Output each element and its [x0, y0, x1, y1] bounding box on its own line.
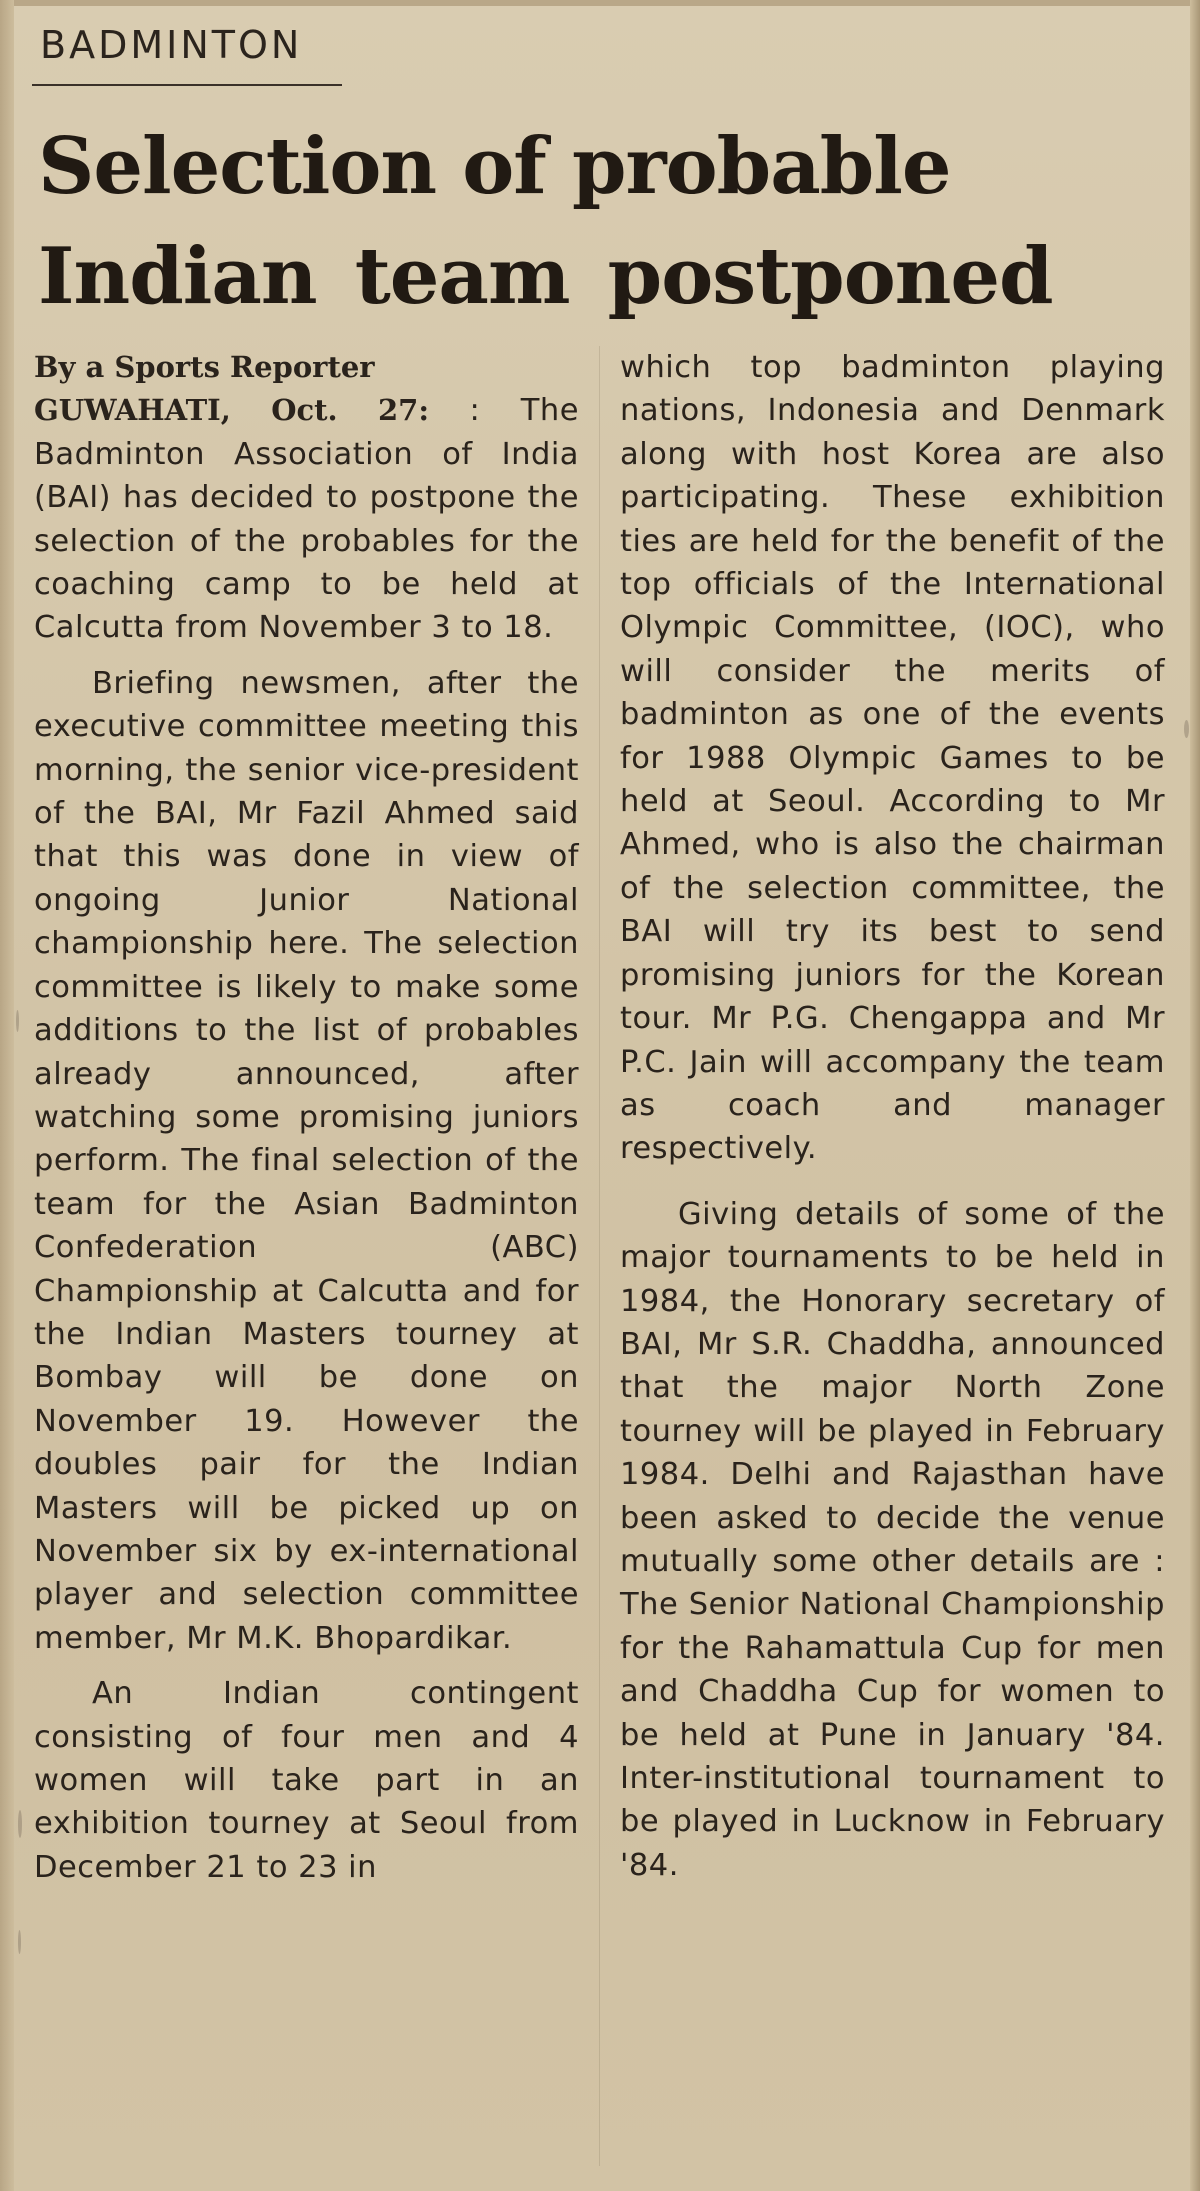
- paper-mark: [18, 1810, 22, 1838]
- paragraph: An Indian contingent consisting of four men and 4 women will take part in an exhibition tourney at Seoul from December 21 to 23 in: [34, 1676, 579, 1885]
- paper-mark: [16, 1010, 19, 1032]
- section-rule: [32, 84, 342, 86]
- article-column-left: [34, 346, 579, 1889]
- paragraph: which top badminton playing nations, Indonesia and Denmark along with host Korea are also participating. These exhibition ties are held for the benefit of the top officials of the International Olympic Committee, (IOC), who will consider the merits of badminton as one of the events for 1988 Olympic Games to be held at Seoul. According to Mr Ahmed, who is also the chairman of the selection committee, the BAI will try its best to send promising juniors for the Korean tour. Mr P.G. Chengappa and Mr P.C. Jain will accompany the team as coach and manager respectively.: [620, 350, 1165, 1167]
- section-label: BADMINTON: [40, 23, 303, 67]
- paragraph: Giving details of some of the major tournaments to be held in 1984, the Honorary secretary of BAI, Mr S.R. Chaddha, announced that the major North Zone tourney will be played in February 1984. Delhi and Rajasthan have been asked to decide the venue mutually some other details are : The Senior National Championship for the Rahamattula Cup for men and Chaddha Cup for women to be held at Pune in January '84. Inter-institutional tournament to be played in Lucknow in February '84.: [620, 1196, 1165, 1883]
- column-divider: [599, 346, 600, 2166]
- top-edge: [0, 0, 1200, 6]
- headline-line-2: Indian team postponed: [38, 231, 1053, 322]
- left-edge: [0, 0, 14, 2191]
- paragraph: Briefing newsmen, after the executive committee meeting this morning, the senior vice-president of the BAI, Mr Fazil Ahmed said that this was done in view of ongoing Junior National championship here. The selection committee is likely to make some additions to the list of probables already announced, after watching some promising juniors perform. The final selection of the team for the Asian Badminton Confederation (ABC) Championship at Calcutta and for the Indian Masters tourney at Bombay will be done on November 19. However the doubles pair for the Indian Masters will be picked up on November six by ex-international player and selection committee member, Mr M.K. Bhopardikar.: [34, 665, 579, 1656]
- paper-mark: [1184, 720, 1189, 738]
- right-edge: [1190, 0, 1200, 2191]
- paragraph: [34, 389, 579, 649]
- paper-mark: [18, 1930, 21, 1954]
- article-column-right: [620, 346, 1165, 1899]
- byline: By a Sports Reporter: [34, 350, 375, 384]
- headline-line-1: Selection of probable: [38, 121, 951, 212]
- dateline: GUWAHATI, Oct. 27:: [34, 393, 430, 428]
- headline: [38, 112, 1178, 332]
- paragraph-text: : The Badminton Association of India (BAI) has decided to postpone the selection of the probables for the coaching camp to be held at Calcutta from November 3 to 18.: [34, 393, 579, 646]
